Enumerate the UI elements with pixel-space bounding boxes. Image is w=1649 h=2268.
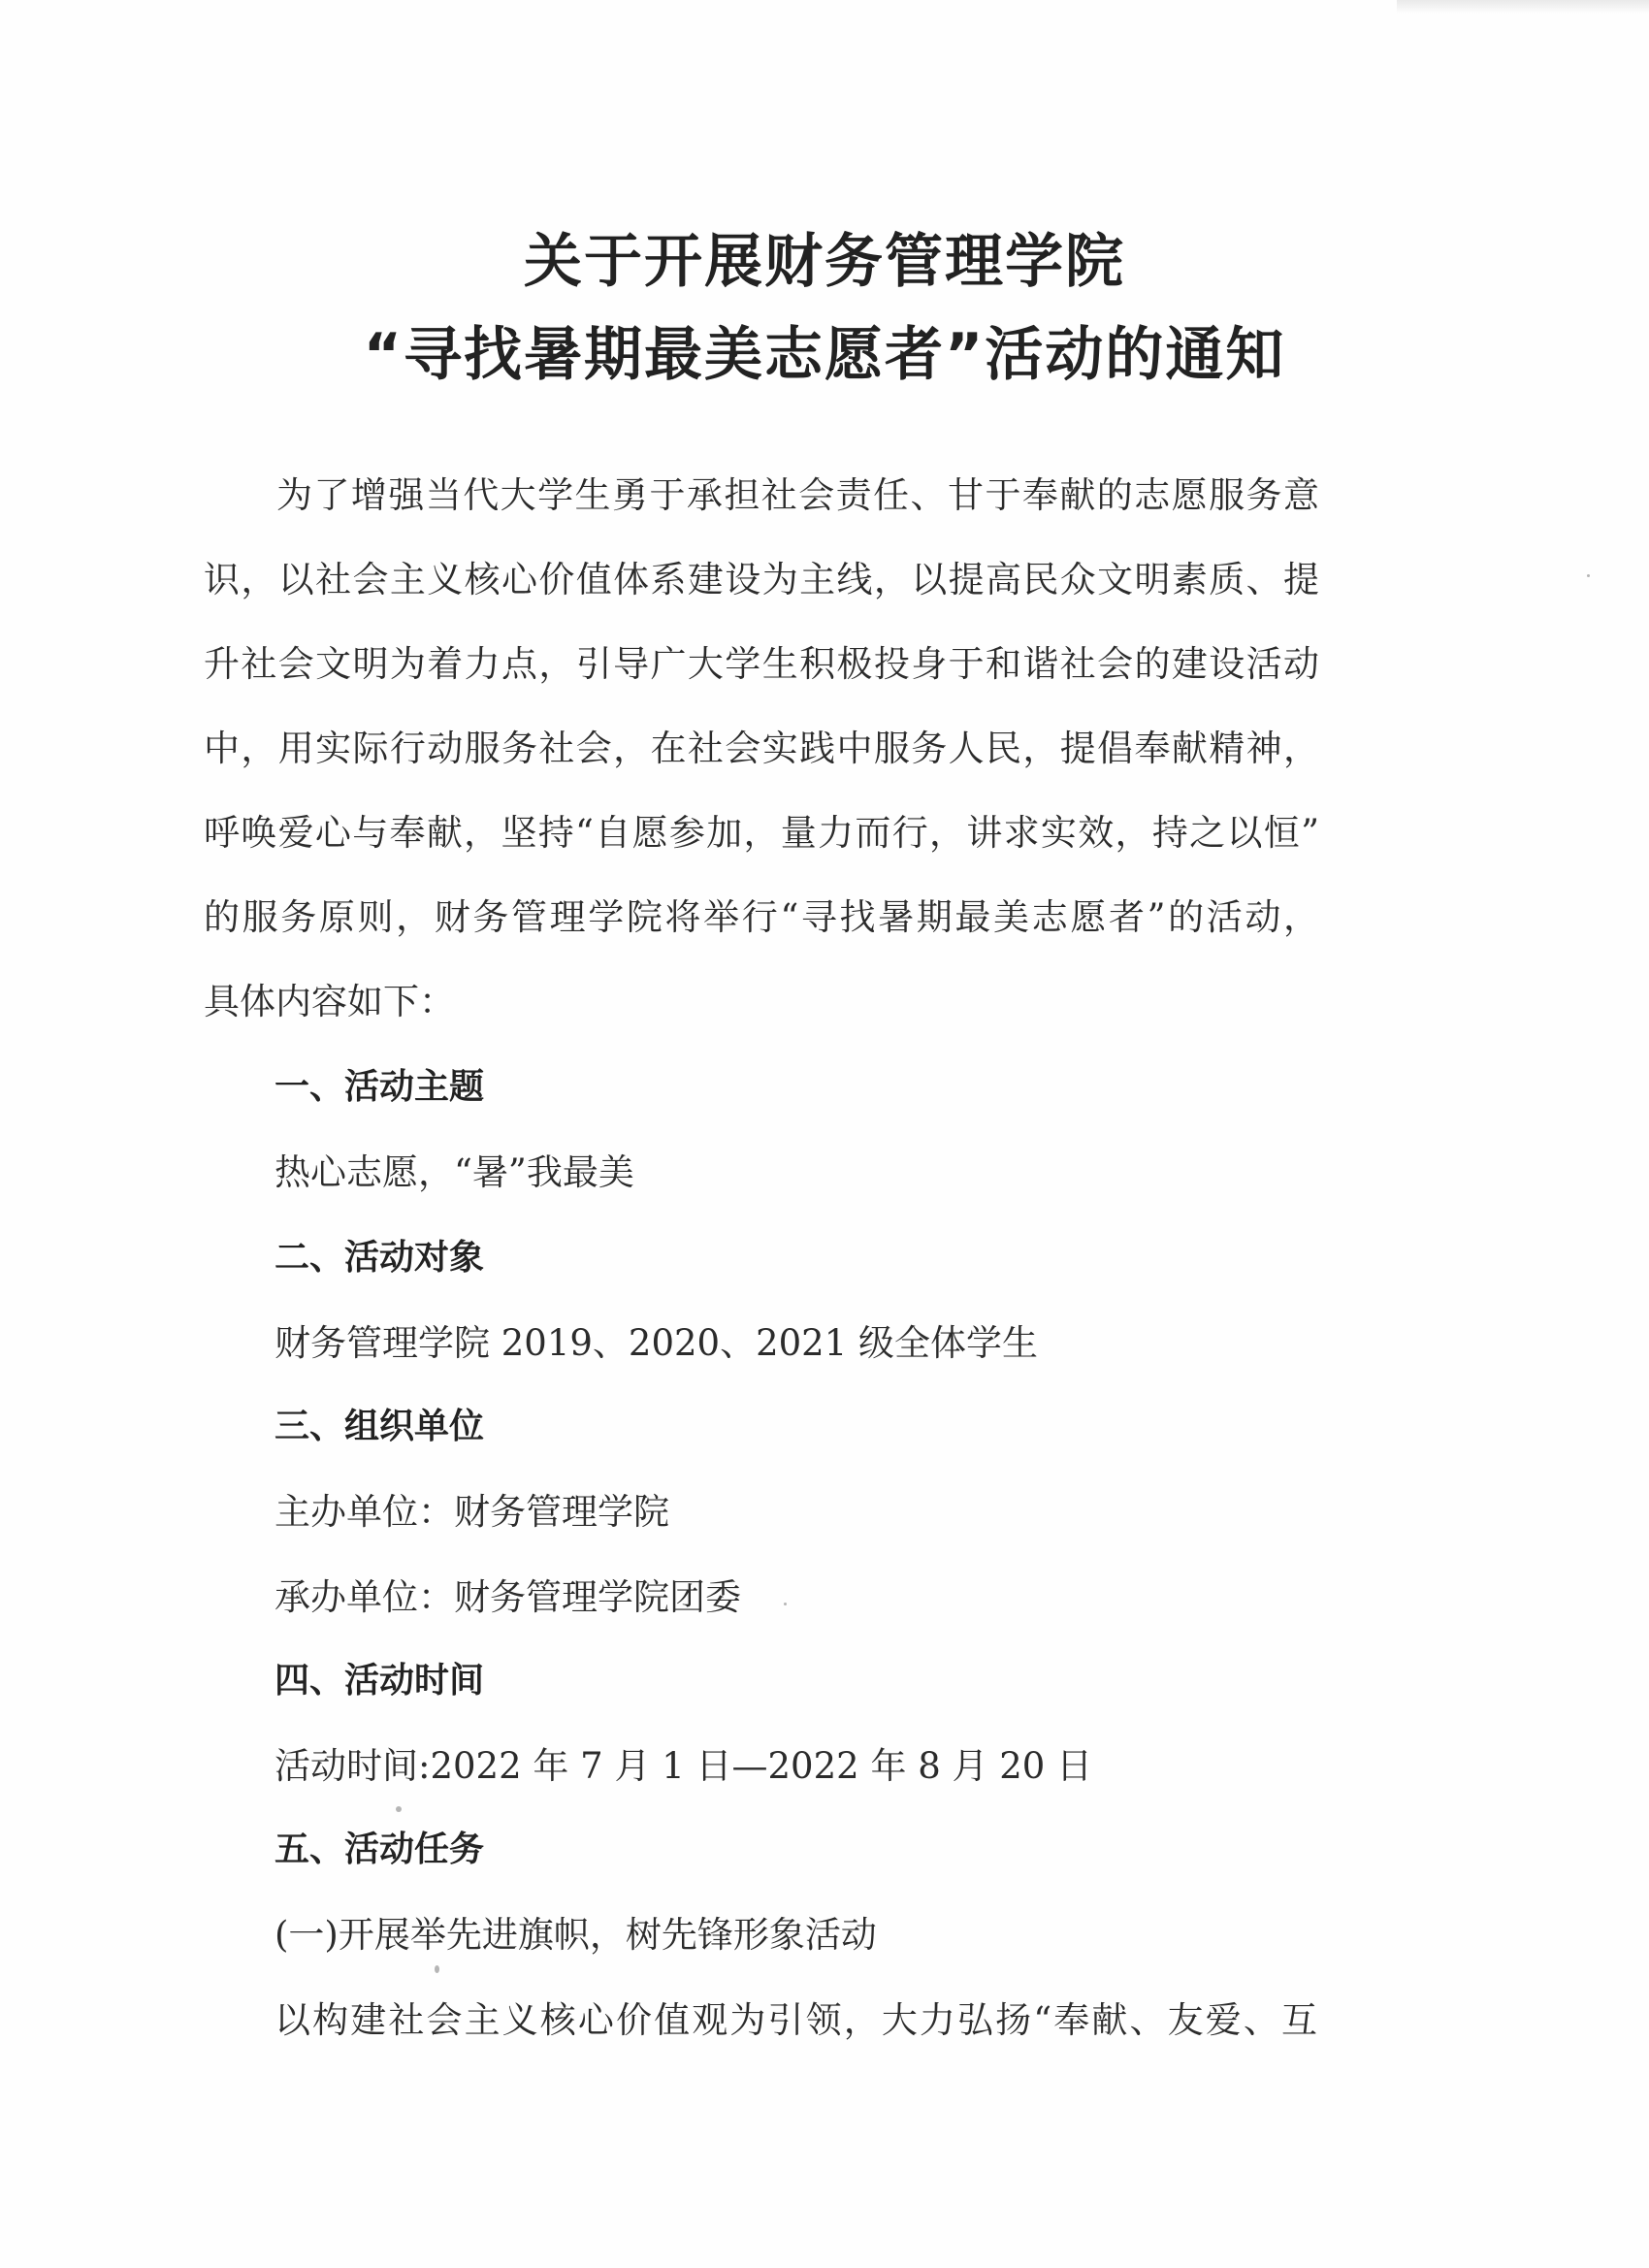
- document-title-line1: 关于开展财务管理学院: [524, 228, 1125, 296]
- scan-speck: [435, 1965, 439, 1973]
- intro-line: 为了增强当代大学生勇于承担社会责任、甘于奉献的志愿服务意: [276, 474, 1319, 516]
- intro-line: 识，以社会主义核心价值体系建设为主线，以提高民众文明素质、提: [204, 559, 1319, 600]
- intro-paragraph: [204, 473, 1319, 1064]
- scan-speck: [396, 1806, 402, 1812]
- intro-line: 升社会文明为着力点，引导广大学生积极投身于和谐社会的建设活动: [204, 643, 1319, 685]
- section-org-heading: 三、组织单位: [275, 1407, 485, 1446]
- section-theme-text: 热心志愿，“暑”我最美: [275, 1151, 634, 1193]
- intro-line: 的服务原则，财务管理学院将举行“寻找暑期最美志愿者”的活动，: [204, 896, 1319, 938]
- intro-line: 具体内容如下：: [204, 981, 455, 1022]
- section-org-host: 主办单位：财务管理学院: [275, 1491, 669, 1533]
- section-time-heading: 四、活动时间: [275, 1661, 485, 1701]
- section-target-text: 财务管理学院 2019、2020、2021 级全体学生: [275, 1322, 1039, 1364]
- section-task-text: 以构建社会主义核心价值观为引领，大力弘扬“奉献、友爱、互: [275, 1999, 1317, 2041]
- scan-speck: [784, 1603, 787, 1605]
- scan-speck: [1587, 574, 1590, 577]
- intro-line: 呼唤爱心与奉献，坚持“自愿参加，量力而行，讲求实效，持之以恒”: [204, 812, 1319, 854]
- intro-line: 中，用实际行动服务社会，在社会实践中服务人民，提倡奉献精神，: [204, 728, 1319, 769]
- section-org-organizer: 承办单位：财务管理学院团委: [275, 1576, 741, 1618]
- section-target-heading: 二、活动对象: [275, 1238, 485, 1278]
- section-task-sub1: (一)开展举先进旗帜，树先锋形象活动: [275, 1914, 877, 1956]
- section-time-text: 活动时间:2022 年 7 月 1 日—2022 年 8 月 20 日: [275, 1745, 1093, 1787]
- section-task-heading: 五、活动任务: [275, 1830, 485, 1869]
- scan-edge-shadow: [1397, 0, 1649, 14]
- section-theme-heading: 一、活动主题: [275, 1067, 485, 1107]
- document-title-line2: “寻找暑期最美志愿者”活动的通知: [363, 321, 1286, 389]
